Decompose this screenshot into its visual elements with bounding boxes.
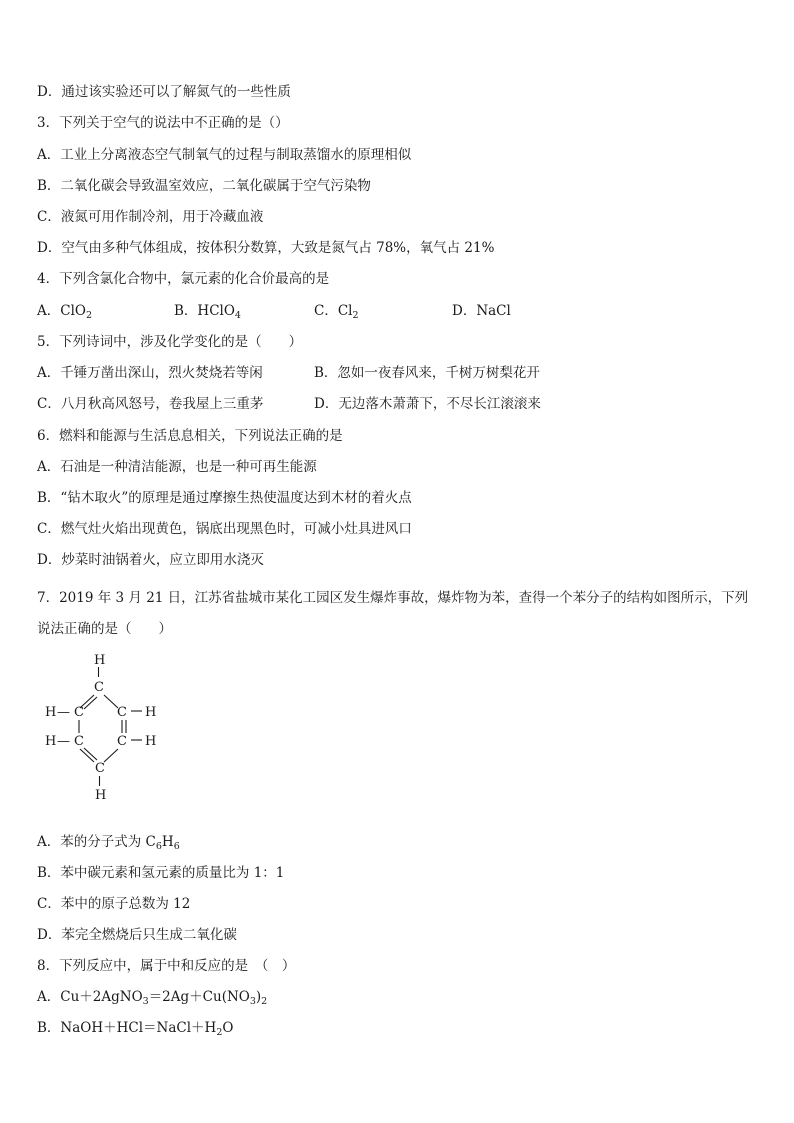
atom-h-top: H [94, 653, 106, 668]
q5-option-c: C．八月秋高风怒号，卷我屋上三重茅 [37, 396, 264, 412]
question-5: 5．下列诗词中，涉及化学变化的是（ ） [37, 334, 303, 350]
bond-c5-c4 [104, 749, 118, 762]
atom-c-top: C [94, 680, 104, 695]
question-3: 3．下列关于空气的说法中不正确的是（） [37, 115, 289, 131]
bond-h-upper-left: — [57, 705, 70, 720]
atom-h-upper-left: H [45, 705, 57, 720]
q2-option-d: D．通过该实验还可以了解氮气的一些性质 [37, 84, 291, 100]
q4-option-c: C．$Cl_2$ [314, 303, 359, 321]
q5-option-a: A．千锤万凿出深山，烈火焚烧若等闲 [37, 365, 263, 381]
question-7: 7．2019 年 3 月 21 日，江苏省盐城市某化工园区发生爆炸事故，爆炸物为苯，查得一个苯分子的结构如图所示，下列说法正确的是（ ） [37, 590, 749, 637]
q3-option-c: C．液氮可用作制冷剂，用于冷藏血液 [37, 209, 264, 225]
atom-h-lower-left: H [45, 734, 57, 749]
atom-c-lower-right: C [117, 734, 127, 749]
question-8: 8．下列反应中，属于中和反应的是 （ ） [37, 958, 296, 974]
atom-c-upper-left: C [74, 705, 84, 720]
q6-option-d: D．炒菜时油锅着火，应立即用水浇灭 [37, 552, 264, 568]
atom-h-lower-right: H [145, 734, 157, 749]
question-6: 6．燃料和能源与生活息息相关，下列说法正确的是 [37, 428, 343, 444]
q7-option-b: B．苯中碳元素和氢元素的质量比为 1：1 [37, 865, 285, 881]
bond-c1-c6 [104, 695, 118, 708]
q7-option-d: D．苯完全燃烧后只生成二氧化碳 [37, 927, 237, 943]
atom-h-upper-right: H [145, 705, 157, 720]
q8-option-a: A．$Cu+2AgNO_3=2Ag+Cu(NO_3)_2$ [37, 989, 268, 1007]
q4-option-d: D．NaCl [452, 303, 511, 319]
q8-option-b: B．$NaOH+HCl=NaCl+H_2O$ [37, 1020, 234, 1038]
q3-option-b: B．二氧化碳会导致温室效应，二氧化碳属于空气污染物 [37, 178, 371, 194]
q5-option-d: D．无边落木萧萧下，不尽长江滚滚来 [314, 396, 541, 412]
q3-option-a: A．工业上分离液态空气制氧气的过程与制取蒸馏水的原理相似 [37, 147, 412, 163]
q6-option-a: A．石油是一种清洁能源，也是一种可再生能源 [37, 459, 317, 475]
question-4: 4．下列含氯化合物中，氯元素的化合价最高的是 [37, 271, 330, 287]
atom-c-bottom: C [95, 761, 105, 776]
q4-option-b: B．HClO$_4$ [174, 303, 241, 321]
q6-option-b: B．“钻木取火”的原理是通过摩擦生热使温度达到木材的着火点 [37, 490, 412, 506]
atom-h-bottom: H [95, 788, 107, 800]
q3-option-d: D．空气由多种气体组成，按体积分数算，大致是氮气占 78%，氧气占 21% [37, 240, 495, 256]
q7-option-a: A．苯的分子式为 $C_6H_6$ [37, 834, 180, 852]
q7-option-c: C．苯中的原子总数为 12 [37, 896, 191, 912]
benzene-structure-diagram [40, 650, 170, 800]
atom-c-lower-left: C [74, 734, 84, 749]
bond-h-lower-left: — [57, 734, 70, 749]
q4-option-a: A．ClO$_2$ [37, 303, 93, 321]
q6-option-c: C．燃气灶火焰出现黄色，锅底出现黑色时，可减小灶具进风口 [37, 521, 412, 537]
atom-c-upper-right: C [117, 705, 127, 720]
q5-option-b: B．忽如一夜春风来，千树万树梨花开 [314, 365, 540, 381]
